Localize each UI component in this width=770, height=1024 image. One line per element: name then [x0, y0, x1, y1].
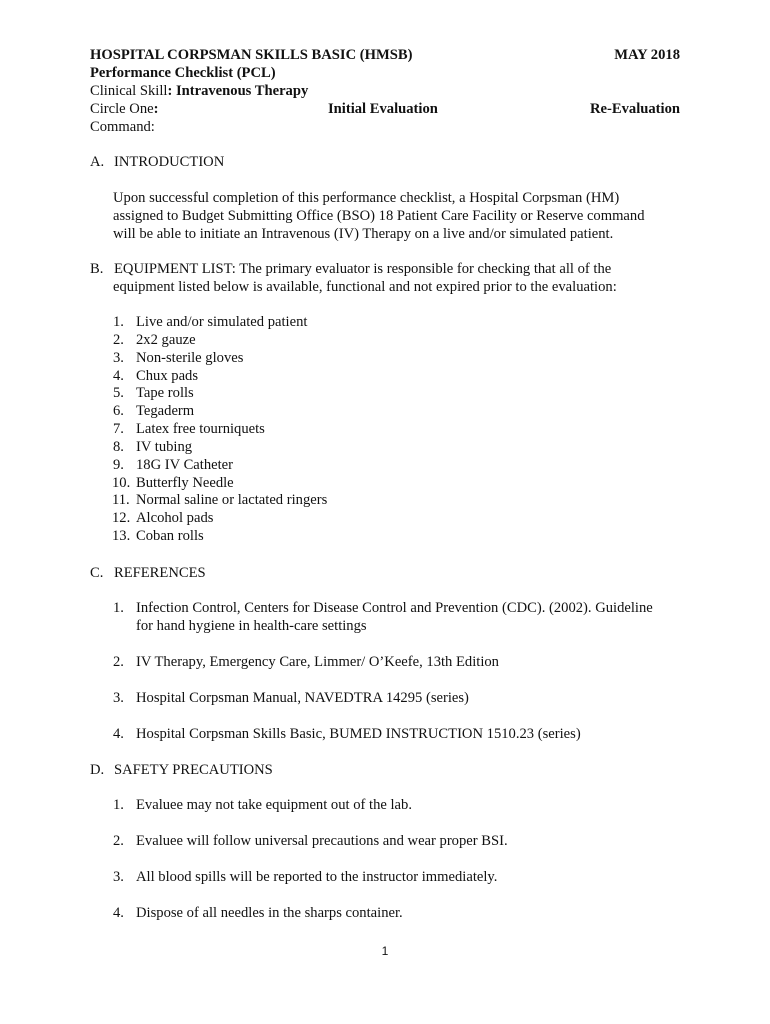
section-c-letter: C.: [90, 565, 104, 581]
reference-item: [113, 725, 673, 743]
safety-text: All blood spills will be reported to the instructor immediately.: [136, 869, 498, 885]
clinical-skill-value: : Intravenous Therapy: [167, 83, 309, 99]
safety-number: 1.: [113, 797, 124, 813]
intro-line: assigned to Budget Submitting Office (BSO) 18 Patient Care Facility or Reserve command: [113, 208, 645, 224]
clinical-skill-label: Clinical Skill: [90, 83, 168, 99]
list-item-text: Normal saline or lactated ringers: [136, 492, 328, 509]
reference-item: [113, 599, 673, 635]
list-item: [113, 314, 327, 332]
section-d-letter: D.: [90, 762, 105, 778]
safety-text: Dispose of all needles in the sharps container.: [136, 905, 403, 921]
list-item: [113, 385, 327, 403]
list-item-number: 5.: [113, 385, 124, 402]
section-c-title: REFERENCES: [114, 565, 206, 581]
list-item-number: 12.: [112, 510, 131, 527]
list-item-number: 9.: [113, 456, 124, 473]
reference-text-line: Hospital Corpsman Skills Basic, BUMED INSTRUCTION 1510.23 (series): [136, 726, 581, 742]
list-item: [112, 492, 327, 510]
list-item-text: Alcohol pads: [136, 510, 214, 527]
circle-one-label: Circle One: [90, 101, 154, 117]
section-a-letter: A.: [90, 154, 105, 170]
intro-line: will be able to initiate an Intravenous (IV) Therapy on a live and/or simulated patient.: [113, 226, 614, 242]
section-a-title: INTRODUCTION: [114, 154, 225, 170]
equipment-list: [113, 314, 327, 546]
list-item: [113, 350, 327, 368]
introduction-paragraph: [113, 189, 653, 243]
safety-text: Evaluee may not take equipment out of the lab.: [136, 797, 412, 813]
page-number: 1: [381, 944, 389, 958]
list-item-text: Non-sterile gloves: [136, 349, 244, 366]
option-re-evaluation: Re-Evaluation: [590, 101, 680, 117]
section-b-title-line2: equipment listed below is available, functional and not expired prior to the evaluation:: [113, 279, 617, 295]
list-item-text: IV tubing: [136, 438, 193, 455]
list-item-text: Chux pads: [136, 367, 199, 384]
safety-number: 4.: [113, 905, 124, 921]
header-title-row: [90, 46, 680, 64]
section-b-heading: [90, 260, 611, 278]
command-label: Command:: [90, 119, 155, 135]
list-item: [112, 510, 327, 528]
reference-item: [113, 689, 673, 707]
circle-one-row: [90, 100, 680, 118]
list-item: [112, 528, 327, 546]
reference-text-line: Hospital Corpsman Manual, NAVEDTRA 14295 (series): [136, 690, 469, 706]
safety-item: [113, 832, 673, 850]
reference-number: 1.: [113, 600, 124, 616]
document-date: MAY 2018: [614, 47, 680, 63]
list-item-number: 6.: [113, 403, 124, 420]
list-item-number: 8.: [113, 438, 124, 455]
document-subtitle: Performance Checklist (PCL): [90, 65, 276, 81]
list-item-text: Tegaderm: [136, 403, 195, 420]
list-item-number: 11.: [112, 492, 130, 509]
reference-item: [113, 653, 673, 671]
list-item-text: 18G IV Catheter: [136, 456, 233, 473]
list-item-number: 13.: [112, 528, 131, 545]
safety-item: [113, 868, 673, 886]
list-item-text: Butterfly Needle: [136, 474, 234, 491]
section-a-heading: [90, 153, 224, 171]
list-item: [113, 368, 327, 386]
list-item: [113, 403, 327, 421]
list-item-number: 10.: [112, 474, 131, 491]
intro-line: Upon successful completion of this performance checklist, a Hospital Corpsman (HM): [113, 190, 620, 206]
list-item-text: Latex free tourniquets: [136, 421, 265, 438]
safety-number: 2.: [113, 833, 124, 849]
list-item-number: 2.: [113, 331, 124, 348]
safety-text: Evaluee will follow universal precautions and wear proper BSI.: [136, 833, 508, 849]
section-d-heading: [90, 761, 273, 779]
section-d-title: SAFETY PRECAUTIONS: [114, 762, 273, 778]
circle-one-colon: :: [153, 101, 159, 117]
list-item-number: 4.: [113, 367, 124, 384]
reference-text-line: for hand hygiene in health-care settings: [136, 618, 367, 634]
reference-number: 2.: [113, 654, 124, 670]
option-initial-evaluation: Initial Evaluation: [328, 101, 438, 117]
list-item: [113, 421, 327, 439]
section-c-heading: [90, 564, 206, 582]
list-item-number: 3.: [113, 349, 124, 366]
clinical-skill-row: [90, 82, 680, 100]
list-item-number: 1.: [113, 314, 124, 330]
reference-text-line: Infection Control, Centers for Disease Control and Prevention (CDC). (2002). Guideline: [136, 600, 653, 616]
section-b-title-continued: [113, 278, 653, 296]
reference-text-line: IV Therapy, Emergency Care, Limmer/ O’Keefe, 13th Edition: [136, 654, 499, 670]
safety-item: [113, 796, 673, 814]
list-item-text: Live and/or simulated patient: [136, 314, 308, 330]
list-item-text: Coban rolls: [136, 528, 204, 545]
list-item: [112, 475, 327, 493]
reference-number: 3.: [113, 690, 124, 706]
list-item-text: Tape rolls: [136, 385, 194, 402]
list-item: [113, 439, 327, 457]
section-b-letter: B.: [90, 261, 104, 277]
reference-number: 4.: [113, 726, 124, 742]
document-title: HOSPITAL CORPSMAN SKILLS BASIC (HMSB): [90, 47, 413, 63]
header-subtitle-row: [90, 64, 680, 82]
list-item-text: 2x2 gauze: [136, 331, 196, 348]
command-row: [90, 118, 680, 136]
safety-item: [113, 904, 673, 922]
list-item: [113, 332, 327, 350]
list-item-number: 7.: [113, 421, 124, 438]
section-b-title: EQUIPMENT LIST: The primary evaluator is responsible for checking that all of the: [114, 261, 612, 277]
list-item: [113, 457, 327, 475]
safety-number: 3.: [113, 869, 124, 885]
